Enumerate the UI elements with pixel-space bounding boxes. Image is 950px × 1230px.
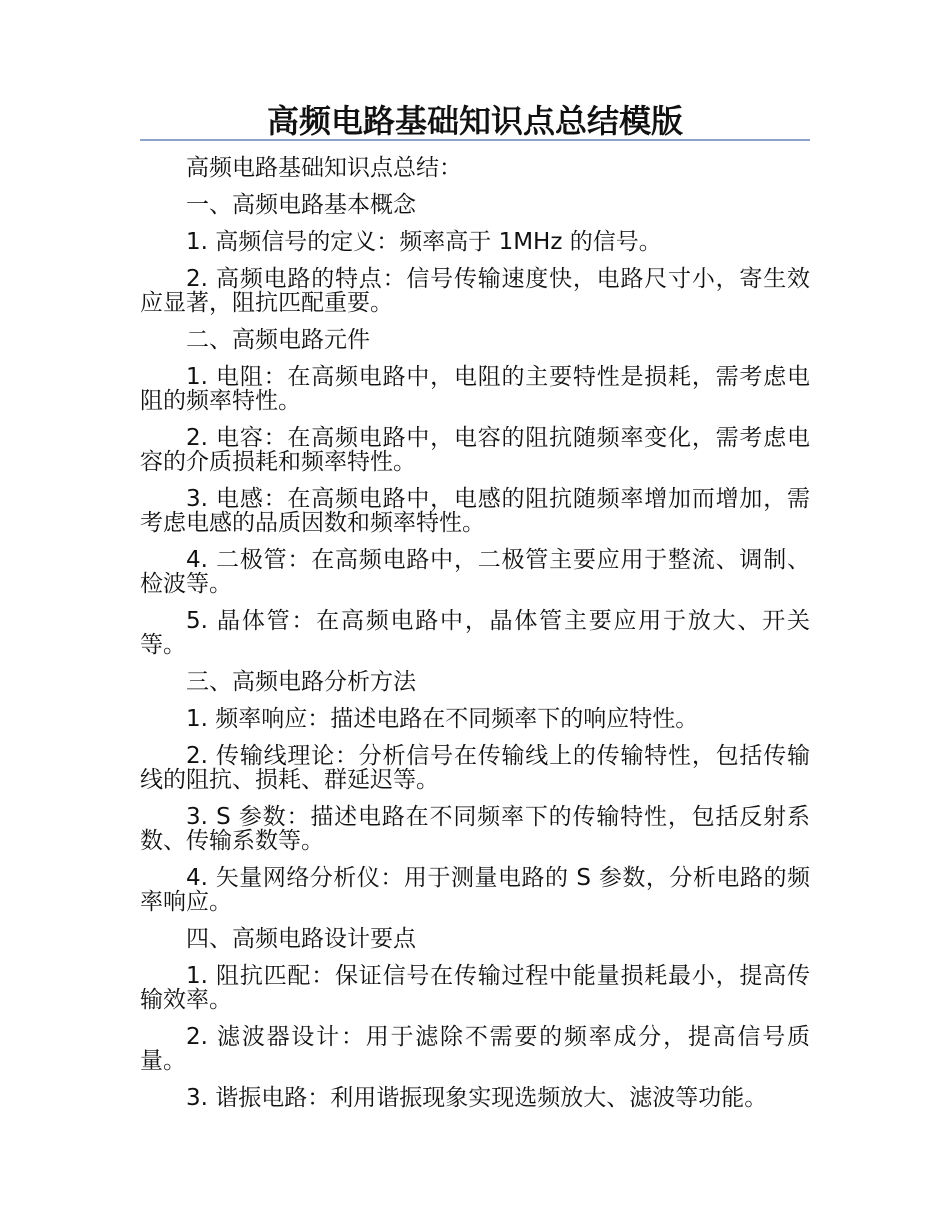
list-item: 1. 高频信号的定义：频率高于 1MHz 的信号。 (186, 229, 662, 255)
list-item: 2. 电容：在高频电路中，电容的阻抗随频率变化，需考虑电容的介质损耗和频率特性。 (140, 425, 810, 475)
list-item: 2. 滤波器设计：用于滤除不需要的频率成分，提高信号质量。 (140, 1024, 810, 1074)
list-item: 1. 电阻：在高频电路中，电阻的主要特性是损耗，需考虑电阻的频率特性。 (140, 364, 810, 414)
title-underline (140, 139, 810, 141)
list-item: 2. 传输线理论：分析信号在传输线上的传输特性，包括传输线的阻抗、损耗、群延迟等。 (140, 743, 810, 793)
document-title: 高频电路基础知识点总结模版 (266, 102, 683, 140)
list-item: 2. 高频电路的特点：信号传输速度快，电路尺寸小，寄生效应显著，阻抗匹配重要。 (140, 266, 810, 316)
section-heading-2: 二、高频电路元件 (186, 327, 370, 353)
list-item: 4. 二极管：在高频电路中，二极管主要应用于整流、调制、检波等。 (140, 547, 810, 597)
list-item: 3. S 参数：描述电路在不同频率下的传输特性，包括反射系数、传输系数等。 (140, 804, 810, 854)
intro-line: 高频电路基础知识点总结： (186, 155, 462, 181)
document-body (140, 156, 810, 1123)
list-item: 5. 晶体管：在高频电路中，晶体管主要应用于放大、开关等。 (140, 608, 810, 658)
list-item: 3. 谐振电路：利用谐振现象实现选频放大、滤波等功能。 (186, 1085, 768, 1111)
section-heading-1: 一、高频电路基本概念 (186, 192, 416, 218)
section-heading-3: 三、高频电路分析方法 (186, 669, 416, 695)
list-item: 1. 阻抗匹配：保证信号在传输过程中能量损耗最小，提高传输效率。 (140, 963, 810, 1013)
section-heading-4: 四、高频电路设计要点 (186, 926, 416, 952)
list-item: 4. 矢量网络分析仪：用于测量电路的 S 参数，分析电路的频率响应。 (140, 865, 810, 915)
list-item: 3. 电感：在高频电路中，电感的阻抗随频率增加而增加，需考虑电感的品质因数和频率特性。 (140, 486, 810, 536)
list-item: 1. 频率响应：描述电路在不同频率下的响应特性。 (186, 706, 699, 732)
